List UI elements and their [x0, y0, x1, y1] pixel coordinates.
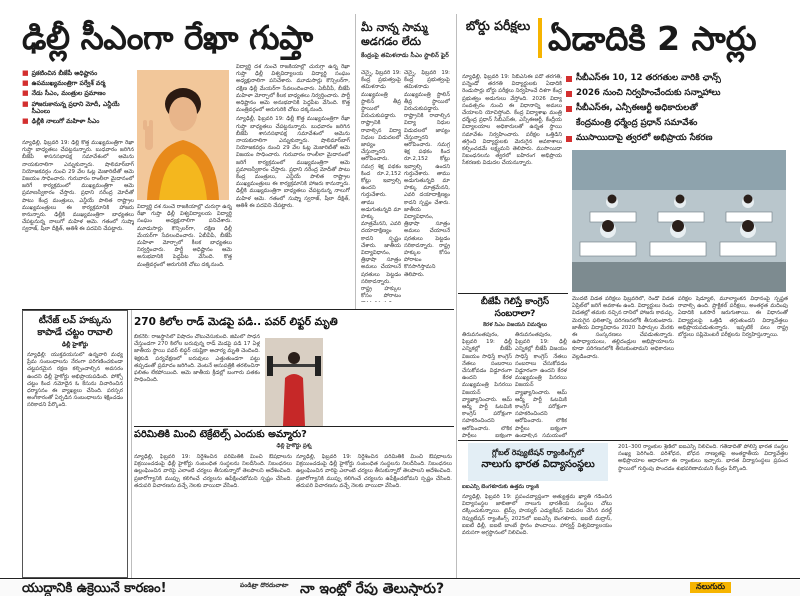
highlight-item: ■ ఉపముఖ్యమంత్రిగా పర్వేశ్ వర్మ [22, 79, 106, 88]
board-points [566, 73, 792, 148]
stalin-headline: మీ నాన్న సామ్మ అడగడం లేదు [361, 21, 428, 48]
board-point: కేంద్రమంత్రి ధర్మేంద్ర ప్రధాన్ సమావేశం [576, 118, 698, 128]
teen-love-box [22, 310, 128, 578]
board-body-col3: పరీక్షల షెడ్యూల్, మూల్యాంకన విధానంపై స్పష్టత రావాల్సి ఉంది. ప్రాక్టికల్ పరీక్షలు, అంతర్గత మదింపు ఏడాదికి ఒకసారే జరుగుతాయి. ఈ విధానంతో విద్యార్థులపై ఒత్తిడి తగ్గుతుందని విద్యావేత్తలు అభిప్రాయపడుతున్నారు. ఇప్పటికే పలు రాష్ట్ర బోర్డులు సప్లిమెంటరీ పరీక్షలను నిర్వహిస్తున్నాయి. [678, 296, 788, 339]
powerlifter-illustration [265, 338, 323, 426]
bullet-icon: ■ [22, 117, 29, 126]
board-exams-headline[interactable] [462, 12, 792, 70]
bjp-headline[interactable]: బీజేపీ గెలిస్తే కాంగ్రెస్ సంబరాలా? [480, 297, 550, 319]
lead-body-col3: విద్యార్థి దశ నుంచే రాజకీయాల్లో చురుగ్గా ఉన్న రేఖా గుప్తా ఢిల్లీ విశ్వవిద్యాలయ విద్యార్థి సంఘం అధ్యక్షురాలిగా పనిచేశారు. మూడుసార్లు కౌన్సిలర్‌గా, దక్షిణ ఢిల్లీ మేయర్‌గా సేవలందించారు. ఏబీవీపీ, బీజేపీ మహిళా మోర్చాలో కీలక బాధ్యతలు నిర్వర్తించారు. పార్టీ అధిష్టానం ఆమె అనుభవానికి పెద్దపీట వేసింది. కొత్త మంత్రివర్గంలో ఆరుగురికి చోటు దక్కనుంది. న్యూఢిల్లీ, ఫిబ్రవరి 19: ఢిల్లీ కొత్త ముఖ్యమంత్రిగా రేఖా గుప్తా బాధ్యతలు చేపట్టనున్నారు. బుధవారం జరిగిన బీజేపీ శాసనసభాపక్ష సమావేశంలో ఆమెను నాయకురాలిగా ఎన్నుకున్నారు. షాలిమార్‌బాగ్ నియోజకవర్గం నుంచి 29 వేల ఓట్ల మెజారిటీతో ఆమె విజయం సాధించారు. గురువారం రాంలీలా మైదానంలో జరిగే కార్యక్రమంలో ముఖ్యమంత్రిగా ఆమె ప్రమాణస్వీకారం చేస్తారు. ప్రధాని నరేంద్ర మోదీతో పాటు కేంద్ర మంత్రులు, ఎన్డీయే పాలిత రాష్ట్రాల ముఖ్యమంత్రులు ఈ కార్యక్రమానికి హాజరు కానున్నారు. ఢిల్లీకి ముఖ్యమంత్రిగా బాధ్యతలు చేపట్టనున్న నాలుగో మహిళ ఆమె. గతంలో సుష్మా స్వరాజ్, షీలా దీక్షిత్, ఆతిశీ ఈ పదవిని చేపట్టారు. [236, 64, 350, 209]
highlight-item: ■ ప్రకటించిన బీజేపీ అధిష్టానం [22, 69, 98, 77]
section-divider [134, 426, 454, 427]
board-kicker: బోర్డు పరీక్షలు [465, 18, 531, 33]
powerlifter-photo [265, 338, 323, 426]
board-point: సీబీఎస్ఈ, ఎన్సీఈఆర్టీ అధికారులతో [566, 103, 792, 114]
footer-right-tag: నలుగురు [690, 582, 731, 593]
footer-teasers [0, 580, 800, 596]
lead-body-col1: న్యూఢిల్లీ, ఫిబ్రవరి 19: ఢిల్లీ కొత్త ముఖ్యమంత్రిగా రేఖా గుప్తా బాధ్యతలు చేపట్టనున్నారు. బుధవారం జరిగిన బీజేపీ శాసనసభాపక్ష సమావేశంలో ఆమెను నాయకురాలిగా ఎన్నుకున్నారు. షాలిమార్‌బాగ్ నియోజకవర్గం నుంచి 29 వేల ఓట్ల మెజారిటీతో ఆమె విజయం సాధించారు. గురువారం రాంలీలా మైదానంలో జరిగే కార్యక్రమంలో ముఖ్యమంత్రిగా ఆమె ప్రమాణస్వీకారం చేస్తారు. ప్రధాని నరేంద్ర మోదీతో పాటు కేంద్ర మంత్రులు, ఎన్డీయే పాలిత రాష్ట్రాల ముఖ్యమంత్రులు ఈ కార్యక్రమానికి హాజరు కానున్నారు. ఢిల్లీకి ముఖ్యమంత్రిగా బాధ్యతలు చేపట్టనున్న నాలుగో మహిళ ఆమె. గతంలో సుష్మా స్వరాజ్, షీలా దీక్షిత్, ఆతిశీ ఈ పదవిని చేపట్టారు. [22, 140, 134, 233]
classroom-illustration [572, 150, 786, 292]
footer-mid-kicker: పండిట్రా దొరదుచాటా [240, 582, 289, 589]
stalin-headline-block[interactable] [361, 21, 449, 60]
global-subhead: ఐఐఎస్సీ బెంగళూరుకు ఉత్తమ ర్యాంక్ [462, 484, 539, 490]
accent-bar [538, 18, 542, 58]
global-body-col1: న్యూఢిల్లీ, ఫిబ్రవరి 19: ప్రపంచవ్యాప్తంగా అత్యుత్తమ ఖ్యాతి గడించిన విద్యాసంస్థల జాబితాలో నాలుగు భారతీయ సంస్థలు చోటు దక్కించుకున్నాయి. టైమ్స్ హయ్యర్ ఎడ్యుకేషన్ విడుదల చేసిన వరల్డ్ రెప్యుటేషన్ ర్యాంకింగ్స్ 2025లో ఐఐఎస్సీ బెంగళూరు, ఐఐటీ మద్రాస్, ఐఐటీ ఢిల్లీ, ఐఐటీ బాంబే స్థానం పొందాయి. హార్వర్డ్ విశ్వవిద్యాలయం వరుసగా అగ్రస్థానంలో నిలిచింది. [462, 494, 612, 537]
footer-mid-headline[interactable]: నా ఇంట్లో రేపు తెలుస్తారు? [300, 581, 445, 596]
powerlifter-headline[interactable]: 270 కిలోల రాడ్ మెడపై పడి.. పవర్ లిఫ్టర్ మృతి [134, 316, 338, 328]
board-body-col2: మొదటి విడత పరీక్షలు ఫిబ్రవరిలో, రెండో విడత ఏప్రిల్‌లో జరిగే అవకాశం ఉంది. విద్యార్థులు రెండు విడతల్లో తమకు నచ్చిన దానిలో హాజరు కావచ్చు. మెరుగైన ఫలితాన్ని పరిగణనలోకి తీసుకుంటారు. జాతీయ విద్యావిధానం 2020 సిఫార్సుల మేరకు ఈ సంస్కరణలు చేపడుతున్నారు. ఉపాధ్యాయులు, తల్లిదండ్రుల అభిప్రాయాలను కూడా పరిగణనలోకి తీసుకుంటామని అధికారులు వెల్లడించారు. [572, 296, 674, 360]
stalin-subhead: కేంద్రంపై తమిళనాడు సీఎం స్టాలిన్ ఫైర్ [361, 52, 449, 59]
bjp-body-col1: తిరువనంతపురం, ఫిబ్రవరి 19: ఢిల్లీ ఎన్నికల్లో బీజేపీ విజయం సాధిస్తే కాంగ్రెస్ నేతలు సంబరాలు చేసుకోవడం విడ్డూరంగా ఉందని కేరళ ముఖ్యమంత్రి పినరయి విజయన్ వ్యాఖ్యానించారు. ఆమ్ ఆద్మీ పార్టీ ఓటమికి కాంగ్రెస్ పరోక్షంగా సహకరించిందని ఆరోపించారు. లౌకిక పార్టీలు ఐక్యంగా [462, 332, 512, 438]
highlight-item: ■ నేడు సీఎం, మంత్రుల ప్రమాణం [22, 89, 106, 98]
section-divider [458, 440, 788, 441]
clinics-byline: ఢిల్లీ హైకోర్టు ప్రశ్న [276, 443, 312, 449]
teen-byline: ఢిల్లీ హైకోర్టు [61, 342, 89, 348]
square-bullet-icon [566, 106, 572, 112]
powerlifter-body: బికనేర్: రాజస్థాన్‌లో విషాదం చోటుచేసుకుంది. జిమ్‌లో సాధన చేస్తుండగా 270 కిలోల బరువున్న రాడ్ మెడపై పడి 17 ఏళ్ల జాతీయ స్థాయి పవర్ లిఫ్టర్ యష్టికా ఆచార్య మృతి చెందింది. శిక్షకుడి పర్యవేక్షణలో బరువులు ఎత్తుతుండగా పట్టు తప్పడంతో ప్రమాదం జరిగింది. వెంటనే ఆసుపత్రికి తరలించినా ఫలితం లేకపోయింది. ఆమె జాతీయ క్రీడల్లో బంగారు పతకం సాధించింది. [134, 334, 260, 384]
board-body-col1: న్యూఢిల్లీ, ఫిబ్రవరి 19: సీబీఎస్ఈ పదో తరగతి, పన్నెండో తరగతి విద్యార్థులకు ఏడాదికి రెండుసార్లు బోర్డు పరీక్షలు నిర్వహించే దిశగా కేంద్ర ప్రభుత్వం అడుగులు వేస్తోంది. 2026 విద్యా సంవత్సరం నుంచి ఈ విధానాన్ని అమలు చేయాలని యోచిస్తోంది. కేంద్ర విద్యాశాఖ మంత్రి ధర్మేంద్ర ప్రధాన్ సీబీఎస్ఈ, ఎన్సీఈఆర్టీ, కేంద్రీయ విద్యాలయాల అధికారులతో ఉన్నత స్థాయి సమావేశం నిర్వహించారు. పరీక్షల ఒత్తిడిని తగ్గించి విద్యార్థులకు మెరుగైన అవకాశాలు కల్పించడమే లక్ష్యమని తెలిపారు. ముసాయిదా నిబంధనలను త్వరలో బహిరంగ అభిప్రాయ సేకరణకు విడుదల చేయనున్నారు. [462, 74, 562, 167]
global-body-col2: 201–300 ర్యాంకుల శ్రేణిలో ఐఐఎస్సీ నిలిచింది. గతేడాదితో పోలిస్తే భారత సంస్థల సంఖ్య పెరిగింది. పరిశోధన, బోధన నాణ్యతపై అంతర్జాతీయ విద్యావేత్తల అభిప్రాయాల ఆధారంగా ఈ ర్యాంకులు ఇచ్చారు. భారత విద్యాసంస్థలు ప్రపంచ స్థాయిలో గుర్తింపు పొందడం శుభపరిణామమని కేంద్రం పేర్కొంది. [618, 444, 788, 472]
square-bullet-icon [566, 76, 572, 82]
footer-divider [0, 578, 800, 579]
square-bullet-icon [566, 91, 572, 97]
square-bullet-icon [566, 136, 572, 142]
rekha-gupta-photo [137, 70, 229, 200]
stalin-body-col1: చెన్నై, ఫిబ్రవరి 19: కేంద్ర ప్రభుత్వంపై తమిళనాడు ముఖ్యమంత్రి స్టాలిన్ తీవ్ర స్థాయిలో విరుచుకుపడ్డారు. రాష్ట్రానికి రావాల్సిన విద్యా నిధుల విడుదలలో జాప్యం చేస్తున్నారని ఆరోపించారు. సమగ్ర శిక్ష పథకం కింద రూ.2,152 కోట్లు ఇవ్వాల్సి ఉందని గుర్తుచేశారు. తాము అడుగుతున్నది మా హక్కు మాత్రమేనని, ఎవరి దయాదాక్షిణ్యం కాదని స్పష్టం చేశారు. జాతీయ విద్యావిధానం, త్రిభాషా సూత్రం అమలు చేయాలనే షరతులు పెట్టడం సరికాదన్నారు. రాష్ట్ర హక్కుల కోసం పోరాటం [361, 70, 401, 300]
column-divider [131, 310, 132, 578]
clinics-body-col2: న్యూఢిల్లీ, ఫిబ్రవరి 19: నిర్దేశించిన పరిమితికి మించి ఔషధాలను విక్రయించడంపై ఢిల్లీ హైకోర్టు సంబంధిత సంస్థలను నిలదీసింది. నిబంధనలు ఉల్లంఘించిన వారిపై ఎలాంటి చర్యలు తీసుకున్నారో తెలపాలని ఆదేశించింది. ప్రజారోగ్యానికి ముప్పు కలిగించే చర్యలను ఉపేక్షించబోమని స్పష్టం చేసింది. తదుపరి విచారణను వచ్చే నెలకు వాయిదా వేసింది. [296, 454, 452, 489]
global-line2: నాలుగు భారత విద్యాసంస్థలు [481, 459, 595, 470]
column-divider [355, 14, 356, 310]
board-title: ఏడాదికి 2 సార్లు [548, 19, 757, 58]
highlight-item: ■ హాజరుకానున్న ప్రధాని మోదీ, ఎన్డీయే సీఎంలు [22, 99, 120, 116]
teen-body: న్యూఢిల్లీ: యుక్తవయసులో ఉన్నవారి మధ్య ప్రేమ సంబంధాలను నేరంగా పరిగణించకుండా చట్టపరమైన రక్షణ కల్పించాల్సిన అవసరం ఉందని ఢిల్లీ హైకోర్టు అభిప్రాయపడింది. పోక్సో చట్టం కింద నమోదైన ఓ కేసును విచారించిన ధర్మాసనం ఈ వ్యాఖ్యలు చేసింది. పరస్పర అంగీకారంతో ఏర్పడిన సంబంధాలను శిక్షించడం సరికాదని పేర్కొంది. [27, 352, 123, 409]
column-divider [456, 14, 457, 578]
clinics-body-col1: న్యూఢిల్లీ, ఫిబ్రవరి 19: నిర్దేశించిన పరిమితికి మించి ఔషధాలను విక్రయించడంపై ఢిల్లీ హైకోర్టు సంబంధిత సంస్థలను నిలదీసింది. నిబంధనలు ఉల్లంఘించిన వారిపై ఎలాంటి చర్యలు తీసుకున్నారో తెలపాలని ఆదేశించింది. ప్రజారోగ్యానికి ముప్పు కలిగించే చర్యలను ఉపేక్షించబోమని స్పష్టం చేసింది. తదుపరి విచారణను వచ్చే నెలకు వాయిదా వేసింది. [134, 454, 292, 489]
section-divider [458, 293, 568, 294]
bullet-icon: ■ [22, 79, 29, 88]
board-point: సీబీఎస్ఈ 10, 12 తరగతుల వారికి ఛాన్స్ [566, 73, 792, 84]
bullet-icon: ■ [22, 89, 29, 98]
footer-left-headline[interactable]: యుద్ధానికి ఉక్రెయినే కారణం! [22, 581, 167, 596]
global-rankings-banner[interactable] [468, 443, 608, 481]
bjp-subhead: కేరళ సీఎం విజయన్ విమర్శలు [483, 322, 547, 328]
stalin-body-col2: చెన్నై, ఫిబ్రవరి 19: కేంద్ర ప్రభుత్వంపై తమిళనాడు ముఖ్యమంత్రి స్టాలిన్ తీవ్ర స్థాయిలో విరుచుకుపడ్డారు. రాష్ట్రానికి రావాల్సిన విద్యా నిధుల విడుదలలో జాప్యం చేస్తున్నారని ఆరోపించారు. సమగ్ర శిక్ష పథకం కింద రూ.2,152 కోట్లు ఇవ్వాల్సి ఉందని గుర్తుచేశారు. తాము అడుగుతున్నది మా హక్కు మాత్రమేనని, ఎవరి దయాదాక్షిణ్యం కాదని స్పష్టం చేశారు. జాతీయ విద్యావిధానం, త్రిభాషా సూత్రం అమలు చేయాలనే షరతులు పెట్టడం సరికాదన్నారు. రాష్ట్ర హక్కుల కోసం పోరాటం కొనసాగిస్తామని తెలిపారు. [404, 70, 450, 278]
section-divider [22, 309, 454, 310]
clinics-headline[interactable]: పరిమితికి మించి టెక్రేటెల్స్ ఎందుకు అమ్మారు? [134, 429, 307, 440]
board-point: ముసాయిదాపై త్వరలో అభిప్రాయ సేకరణ [566, 133, 792, 144]
portrait-illustration [137, 70, 229, 200]
lead-body-col2: విద్యార్థి దశ నుంచే రాజకీయాల్లో చురుగ్గా ఉన్న రేఖా గుప్తా ఢిల్లీ విశ్వవిద్యాలయ విద్యార్థి సంఘం అధ్యక్షురాలిగా పనిచేశారు. మూడుసార్లు కౌన్సిలర్‌గా, దక్షిణ ఢిల్లీ మేయర్‌గా సేవలందించారు. ఏబీవీపీ, బీజేపీ మహిళా మోర్చాలో కీలక బాధ్యతలు నిర్వర్తించారు. పార్టీ అధిష్టానం ఆమె అనుభవానికి పెద్దపీట వేసింది. కొత్త మంత్రివర్గంలో ఆరుగురికి చోటు దక్కనుంది. [137, 204, 232, 268]
lead-headline[interactable]: ఢిల్లీ సీఎంగా రేఖా గుప్తా [22, 18, 313, 57]
bullet-icon: ■ [22, 99, 29, 108]
teen-headline[interactable]: టీనేజ్ లవ్ హక్కును కాపాడే చట్టం రావాలి [37, 315, 113, 338]
lead-highlights [22, 70, 134, 129]
global-line1: గ్లోబల్ రెప్యుటేషన్ ర్యాంకింగ్స్‌లో [492, 448, 584, 457]
bjp-body-col2: తిరువనంతపురం, ఫిబ్రవరి 19: ఢిల్లీ ఎన్నికల్లో బీజేపీ విజయం సాధిస్తే కాంగ్రెస్ నేతలు సంబరాలు చేసుకోవడం విడ్డూరంగా ఉందని కేరళ ముఖ్యమంత్రి పినరయి విజయన్ వ్యాఖ్యానించారు. ఆమ్ ఆద్మీ పార్టీ ఓటమికి కాంగ్రెస్ పరోక్షంగా సహకరించిందని ఆరోపించారు. లౌకిక పార్టీలు ఐక్యంగా ఉండాల్సిన సమయంలో [515, 332, 567, 438]
bullet-icon: ■ [22, 69, 29, 77]
highlight-item: ■ ఢిల్లీకి నాలుగో మహిళా సీఎం [22, 117, 100, 126]
classroom-exam-photo [572, 150, 786, 292]
board-point: 2026 నుంచి నిర్వహించేందుకు సన్నాహాలు [566, 88, 792, 99]
